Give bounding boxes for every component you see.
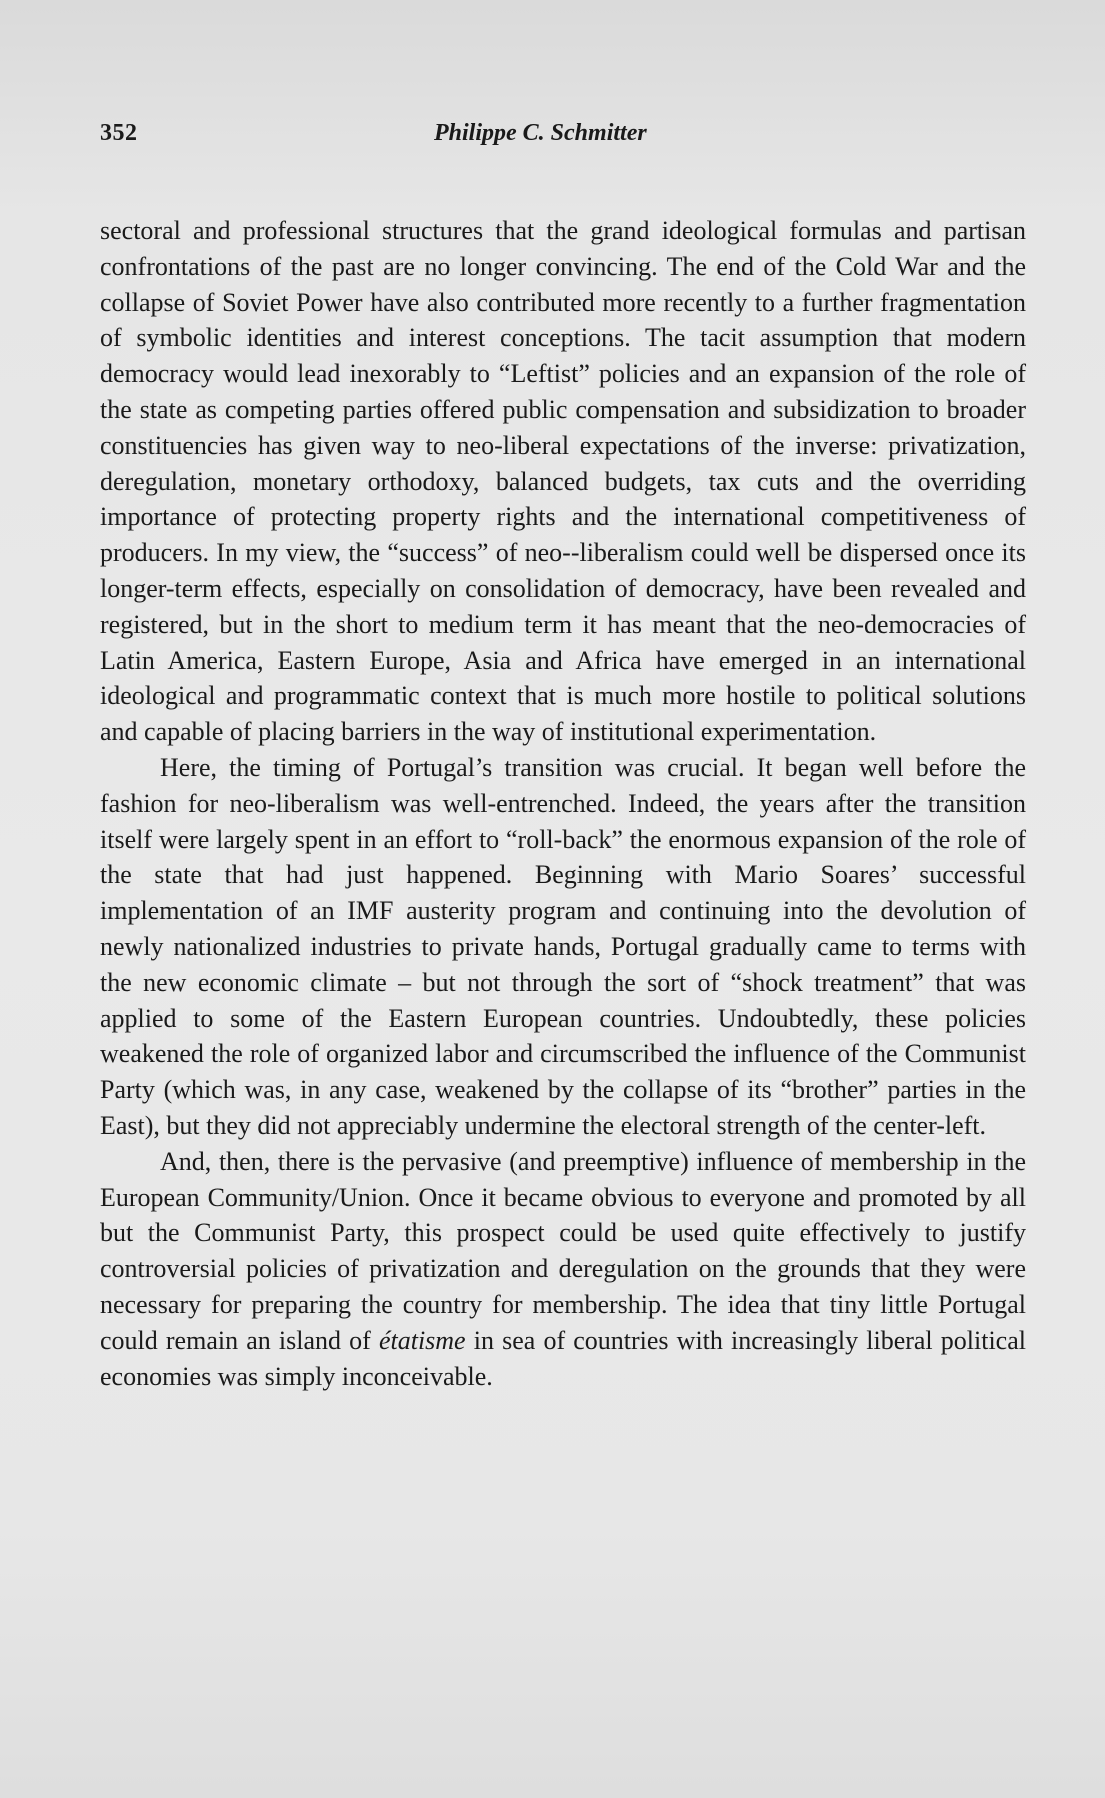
paragraph-3-text-before: And, then, there is the pervasive (and preemptive) influence of membership in the European Community/Union. Once it became obvious to everyone and promoted by all but the Communist Party, this prospect could be used quite effectively to justify controversial policies of privatization and deregulation on the grounds that they were necessary for preparing the country for membership. The idea that tiny little Portugal could remain an island of [100,1146,1026,1355]
paragraph-1: sectoral and professional structures that the grand ideological formulas and partisan confrontations of the past are no longer convincing. The end of the Cold War and the collapse of Soviet Power have also contributed more recently to a further fragmentation of symbolic identities and interest conceptions. The tacit assumption that modern democracy would lead inexorably to “Leftist” policies and an expansion of the role of the state as competing parties offered public compensation and subsidization to broader constituencies has given way to neo-liberal expectations of the inverse: privatization, deregulation, monetary orthodoxy, balanced budgets, tax cuts and the overriding importance of protecting property rights and the international competitiveness of producers. In my view, the “success” of neo--liberalism could well be dispersed once its longer-term effects, especially on consolidation of democracy, have been revealed and registered, but in the short to medium term it has meant that the neo-democracies of Latin America, Eastern Europe, Asia and Africa have emerged in an international ideological and programmatic context that is much more hostile to political solutions and capable of placing barriers in the way of institutional experimentation. [100,216,1026,747]
paragraph-3-text-after: in sea of countries with increasingly liberal political economies was simply inconceivable. [100,1325,1026,1391]
running-head [100,120,1026,152]
page-number: 352 [100,120,138,146]
body-text [100,213,1026,1394]
running-head-author: Philippe C. Schmitter [434,120,647,146]
italic-term-etatisme: étatisme [378,1325,466,1355]
paragraph-3 [100,1144,1026,1395]
paragraph-2: Here, the timing of Portugal’s transition was crucial. It began well before the fashion for neo-liberalism was well-entrenched. Indeed, the years after the transition itself were largely spent in an effort to “roll-back” the enormous expansion of the role of the state that had just happened. Beginning with Mario Soares’ successful implementation of an IMF austerity program and continuing into the devolution of newly nationalized industries to private hands, Portugal gradually came to terms with the new economic climate – but not through the sort of “shock treatment” that was applied to some of the Eastern European countries. Undoubtedly, these policies weakened the role of organized labor and circumscribed the influence of the Communist Party (which was, in any case, weakened by the collapse of its “brother” parties in the East), but they did not appreciably undermine the electoral strength of the center-left. [100,752,1026,1140]
